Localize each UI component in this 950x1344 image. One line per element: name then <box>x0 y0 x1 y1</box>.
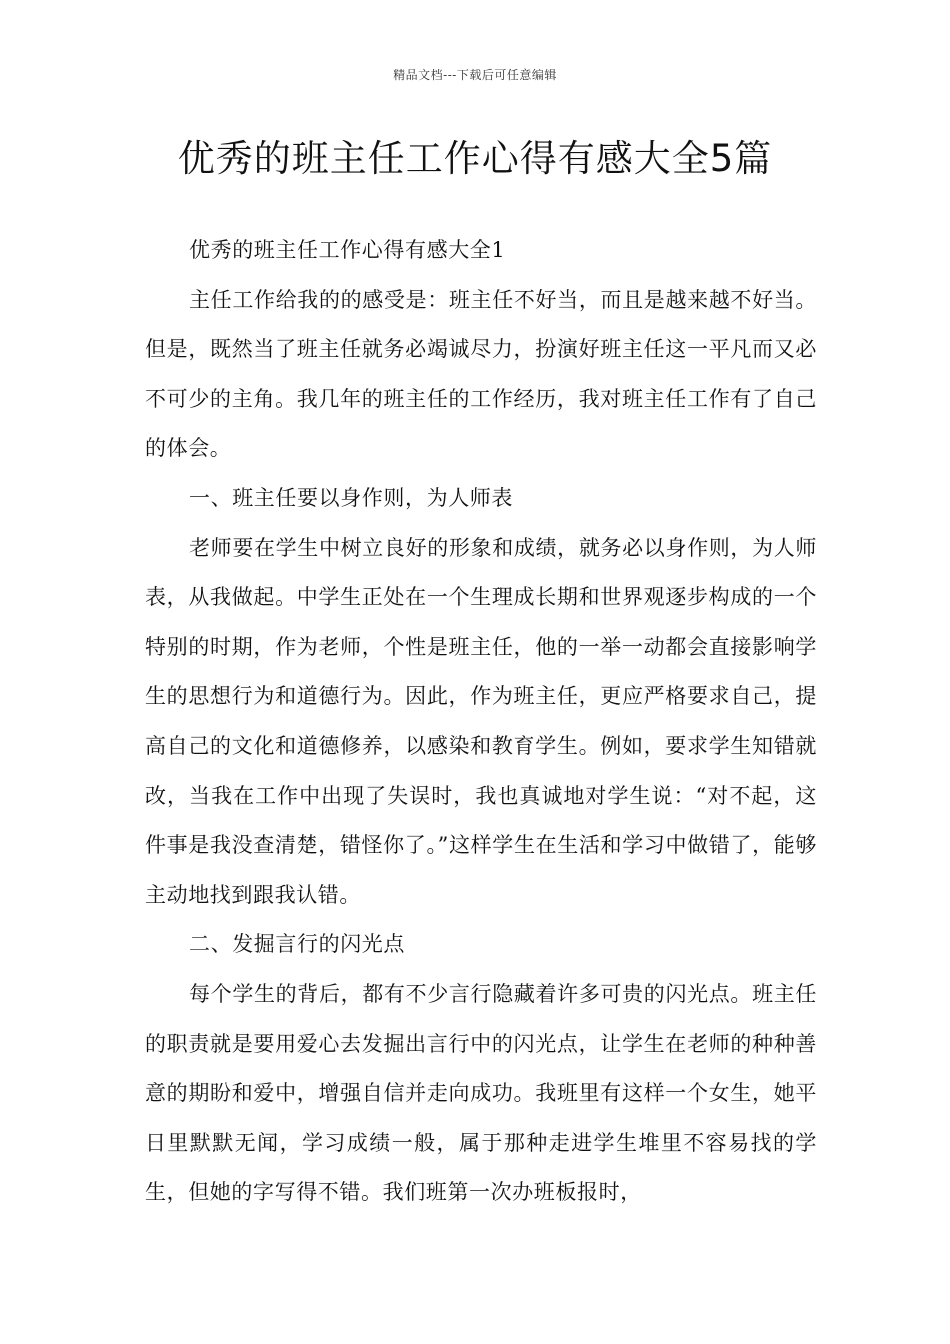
section-heading: 二、发掘言行的闪光点 <box>189 932 405 957</box>
paragraph: 主任工作给我的的感受是：班主任不好当，而且是越来越不好当。但是，既然当了班主任就务必竭诚尽力，扮演好班主任这一平凡而又必不可少的主角。我几年的班主任的工作经历，我对班主任工作有了自己的体会。 <box>145 287 817 461</box>
paragraph: 老师要在学生中树立良好的形象和成绩，就务必以身作则，为人师表，从我做起。中学生正处在一个生理成长期和世界观逐步构成的一个特别的时期，作为老师，个性是班主任，他的一举一动都会直接影响学生的思想行为和道德行为。因此，作为班主任，更应严格要求自己，提高自己的文化和道德修养，以感染和教育学生。例如，要求学生知错就改，当我在工作中出现了失误时，我也真诚地对学生说：“对不起，这件事是我没查清楚，错怪你了。”这样学生在生活和学习中做错了，能够主动地找到跟我认错。 <box>145 535 817 907</box>
document-title: 优秀的班主任工作心得有感大全5篇 <box>177 137 773 180</box>
paragraph: 每个学生的背后，都有不少言行隐藏着许多可贵的闪光点。班主任的职责就是要用爱心去发掘出言行中的闪光点，让学生在老师的种种善意的期盼和爱中，增强自信并走向成功。我班里有这样一个女生，她平日里默默无闻，学习成绩一般，属于那种走进学生堆里不容易找的学生，但她的字写得不错。我们班第一次办班板报时， <box>145 981 817 1205</box>
section-heading: 优秀的班主任工作心得有感大全1 <box>189 238 506 262</box>
document-body <box>145 226 817 1218</box>
header-note: 精品文档---下载后可任意编辑 <box>393 68 557 82</box>
section-heading: 一、班主任要以身作则，为人师表 <box>189 485 513 510</box>
